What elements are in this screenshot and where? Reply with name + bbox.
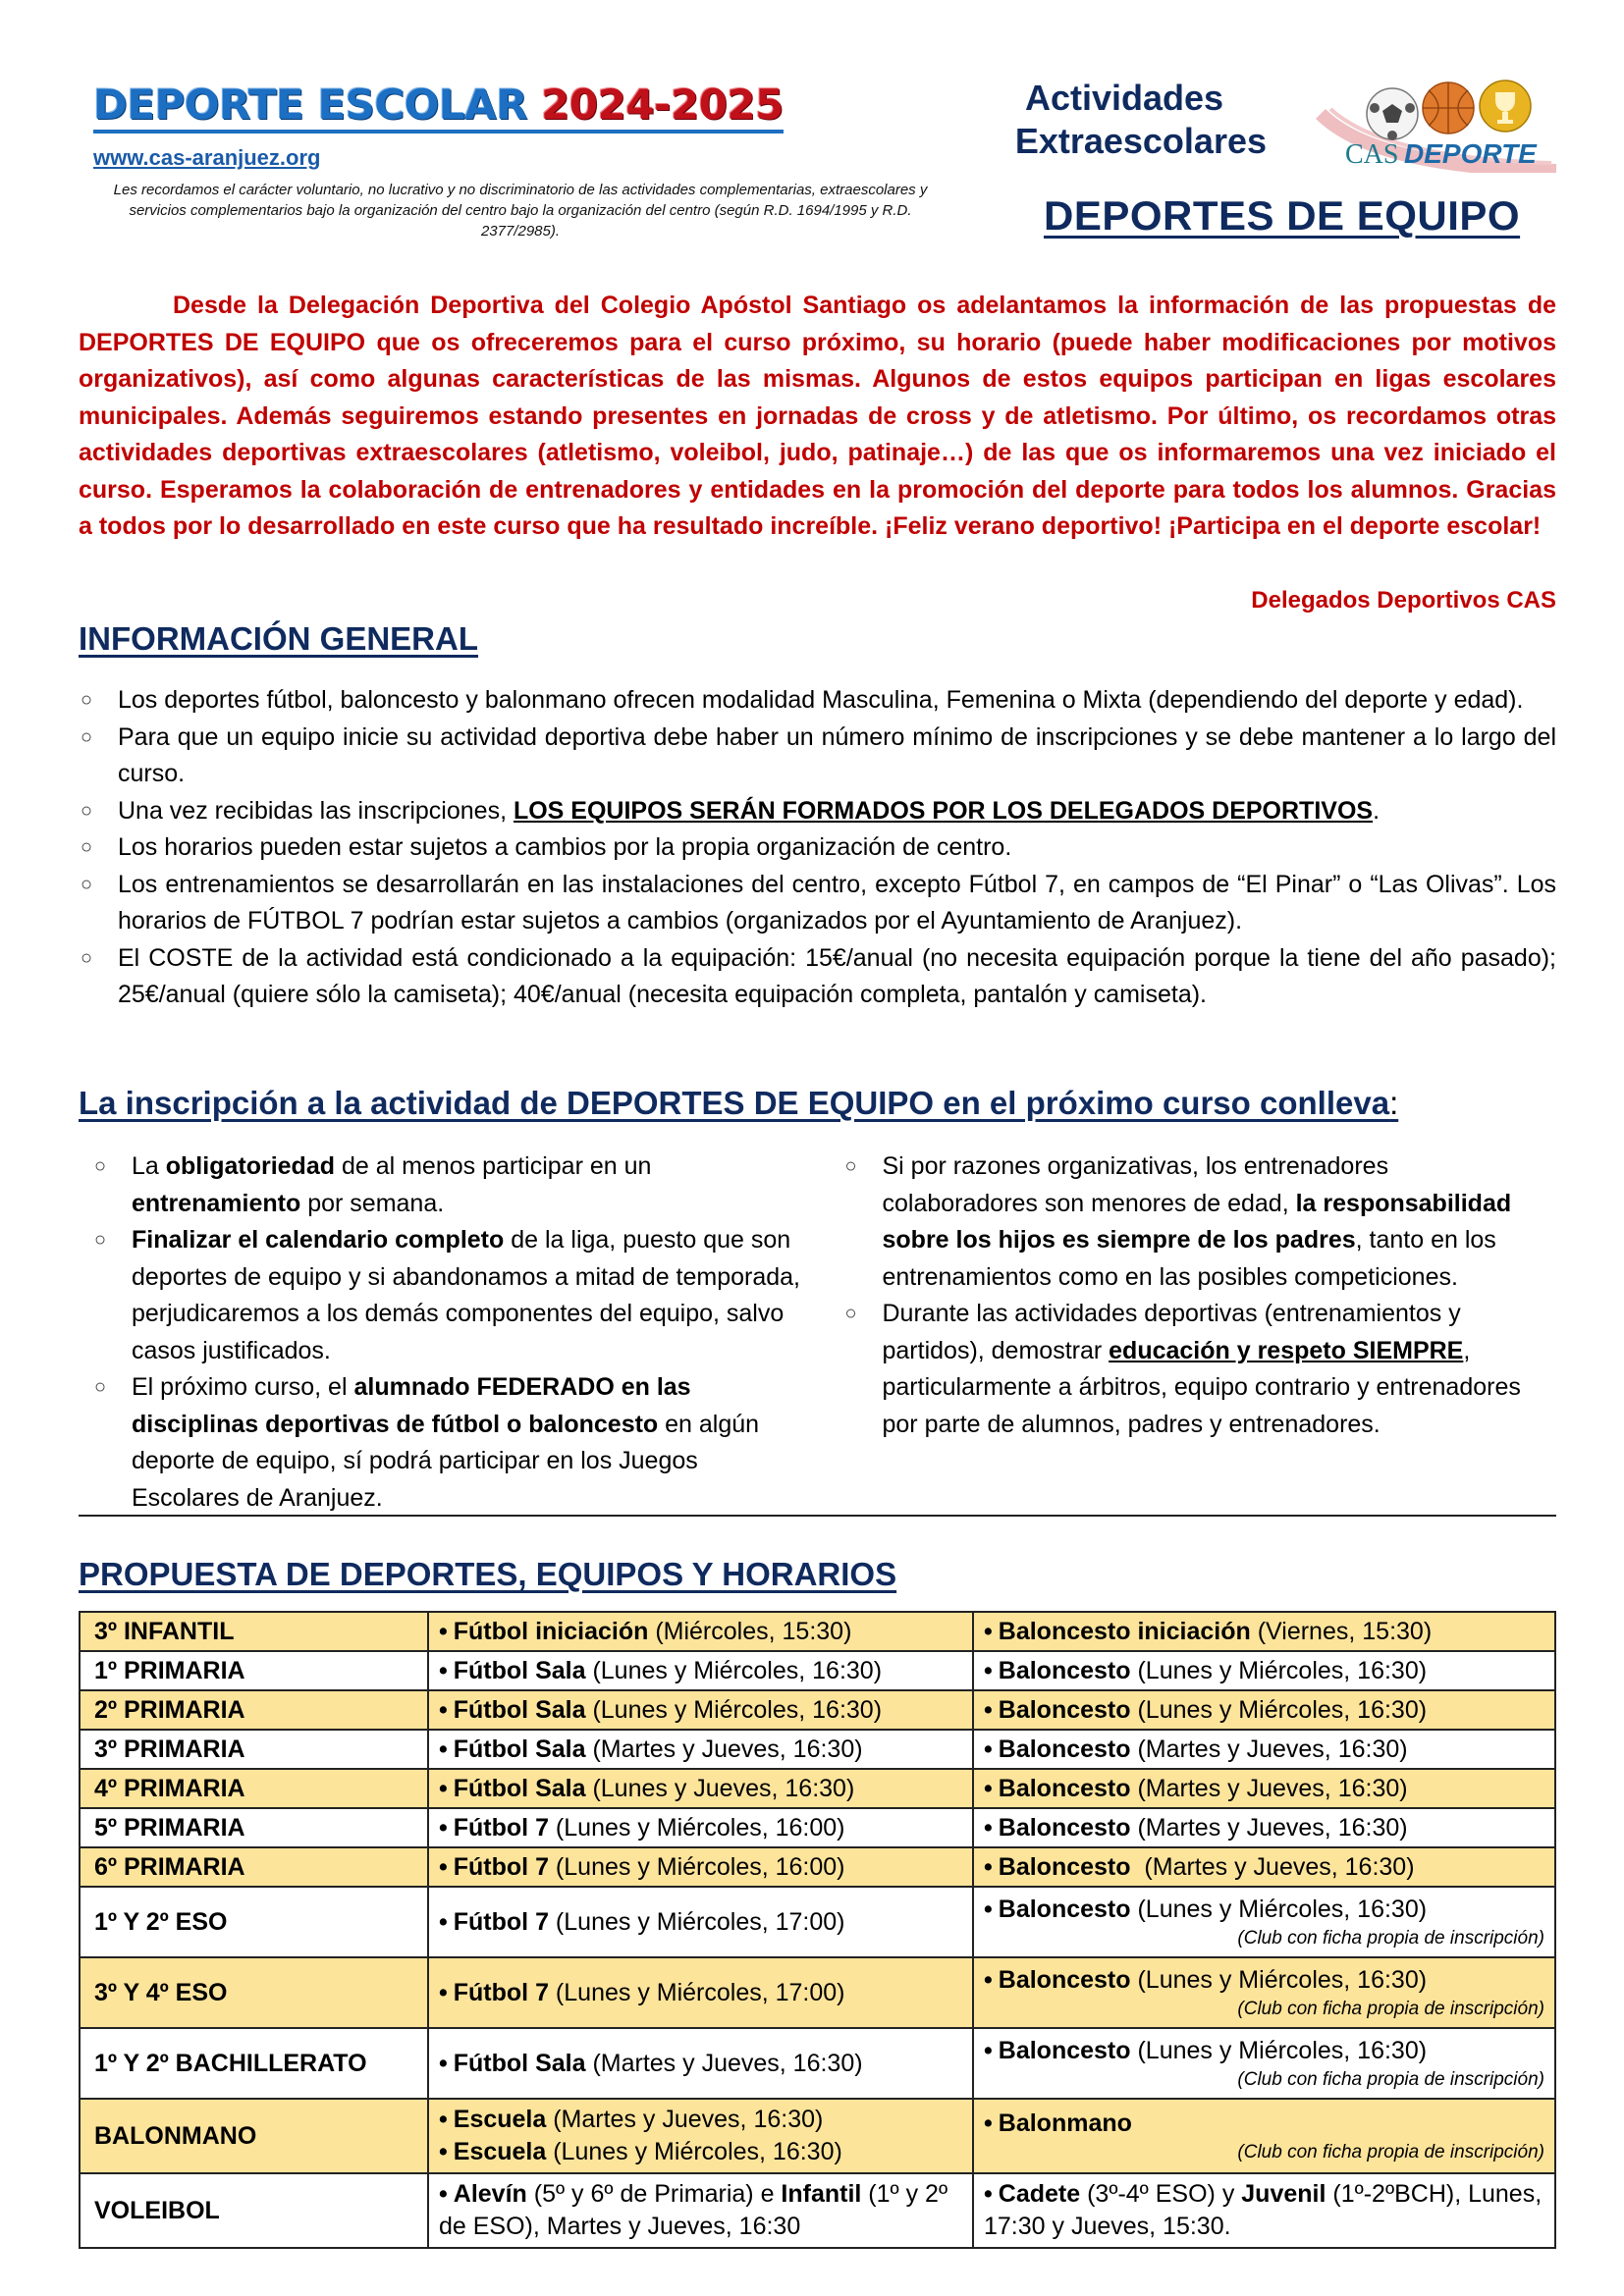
table-row: VOLEIBOL • Alevín (5º y 6º de Primaria) e Infantil (1º y 2º de ESO), Martes y Jueves, 16:30 • Cadete (3º-4º ESO) y Juvenil (1º-2ºBCH), Lunes, 17:30 y Jueves, 15:30. xyxy=(80,2173,1555,2248)
document-title xyxy=(93,80,784,133)
bullet-dot-icon: • xyxy=(984,1735,993,1763)
bullet-dot-icon: • xyxy=(439,1978,448,2006)
circle-bullet-icon: ○ xyxy=(94,1155,107,1177)
table-row: 3º Y 4º ESO • Fútbol 7 (Lunes y Miércoles, 17:00) • Baloncesto (Lunes y Miércoles, 16:30) (Club con ficha propia de inscripción) xyxy=(80,1957,1555,2028)
schedule-heading: PROPUESTA DE DEPORTES, EQUIPOS Y HORARIOS xyxy=(79,1556,897,1592)
bullet-dot-icon: • xyxy=(439,1774,448,1802)
general-info-list xyxy=(79,682,1556,1014)
bullet-dot-icon: • xyxy=(439,1735,448,1763)
table-row: 4º PRIMARIA • Fútbol Sala (Lunes y Jueves, 16:30) • Baloncesto (Martes y Jueves, 16:30) xyxy=(80,1769,1555,1808)
list-item: ○ Para que un equipo inicie su actividad deportiva debe haber un número mínimo de inscripciones y se debe mantener a lo largo del curso. xyxy=(79,720,1556,793)
list-item: ○ Los horarios pueden estar sujetos a cambios por la propia organización de centro. xyxy=(79,829,1556,867)
circle-bullet-icon: ○ xyxy=(844,1155,857,1177)
circle-bullet-icon: ○ xyxy=(81,725,93,748)
title-main: DEPORTE ESCOLAR xyxy=(93,80,528,129)
list-item: ○ La obligatoriedad de al menos participar en un entrenamiento por semana. xyxy=(92,1148,818,1222)
bullet-dot-icon: • xyxy=(984,1656,993,1684)
bullet-dot-icon: • xyxy=(439,1852,448,1881)
circle-bullet-icon: ○ xyxy=(81,946,93,969)
bullet-dot-icon: • xyxy=(984,2109,993,2137)
bullet-dot-icon: • xyxy=(984,1617,993,1645)
circle-bullet-icon: ○ xyxy=(81,836,93,858)
title-year: 2024-2025 xyxy=(541,80,784,129)
bullet-dot-icon: • xyxy=(984,1965,993,1994)
logo-cas-text: CAS xyxy=(1345,139,1399,170)
bullet-dot-icon: • xyxy=(439,1907,448,1936)
inscription-columns xyxy=(79,1148,1556,1517)
club-note: (Club con ficha propia de inscripción) xyxy=(1237,2068,1544,2090)
bullet-dot-icon: • xyxy=(439,1695,448,1724)
table-row: 1º Y 2º BACHILLERATO • Fútbol Sala (Martes y Jueves, 16:30) • Baloncesto (Lunes y Miércoles, 16:30) (Club con ficha propia de inscripción) xyxy=(80,2028,1555,2099)
bullet-dot-icon: • xyxy=(439,2180,448,2208)
schedule-table xyxy=(79,1611,1556,2249)
table-row: 6º PRIMARIA • Fútbol 7 (Lunes y Miércoles, 16:00) • Baloncesto (Martes y Jueves, 16:30) xyxy=(80,1847,1555,1887)
bullet-dot-icon: • xyxy=(984,1813,993,1842)
table-row: BALONMANO • Escuela (Martes y Jueves, 16:30) • Escuela (Lunes y Miércoles, 16:30) • Balonmano (Club con ficha propia de inscripción) xyxy=(80,2099,1555,2173)
intro-paragraph xyxy=(79,288,1556,546)
bullet-dot-icon: • xyxy=(984,1695,993,1724)
bullet-dot-icon: • xyxy=(439,2106,448,2133)
logo-deporte-text: DEPORTE xyxy=(1404,138,1537,169)
soccer-ball-icon xyxy=(1367,88,1418,140)
activities-line-1: Actividades xyxy=(1024,78,1224,118)
section-title: DEPORTES DE EQUIPO xyxy=(1044,192,1521,239)
bullet-dot-icon: • xyxy=(984,1895,993,1923)
cas-deporte-logo xyxy=(1316,75,1561,173)
table-row: 5º PRIMARIA • Fútbol 7 (Lunes y Miércoles, 16:00) • Baloncesto (Martes y Jueves, 16:30) xyxy=(80,1808,1555,1847)
circle-bullet-icon: ○ xyxy=(94,1229,107,1251)
inscription-heading: La inscripción a la actividad de DEPORTES DE EQUIPO en el próximo curso conlleva: xyxy=(79,1085,1399,1121)
legal-note: Les recordamos el carácter voluntario, no lucrativo y no discriminatorio de las actividades complementarias, extraescolares y servicios complementarios bajo la organización del centro bajo la organización del centro (según R.D. 1694/1995 y R.D. 2377/2985). xyxy=(113,182,928,240)
teams-formed-emphasis: LOS EQUIPOS SERÁN FORMADOS POR LOS DELEGADOS DEPORTIVOS xyxy=(513,796,1374,825)
signature: Delegados Deportivos CAS xyxy=(1251,587,1556,614)
bullet-dot-icon: • xyxy=(439,1617,448,1645)
list-item: ○ Si por razones organizativas, los entrenadores colaboradores son menores de edad, la responsabilidad sobre los hijos es siempre de los padres, tanto en los entrenamientos como en las posibles competiciones. xyxy=(843,1148,1557,1296)
website-link[interactable]: www.cas-aranjuez.org xyxy=(93,145,321,170)
list-item: ○ Los entrenamientos se desarrollarán en las instalaciones del centro, excepto Fútbol 7, en campos de “El Pinar” o “Las Olivas”. Los horarios de FÚTBOL 7 podrían estar sujetos a cambios (organizados por el Ayuntamiento de Aranjuez). xyxy=(79,867,1556,940)
general-info-heading: INFORMACIÓN GENERAL xyxy=(79,620,478,657)
table-row: 1º Y 2º ESO • Fútbol 7 (Lunes y Miércoles, 17:00) • Baloncesto (Lunes y Miércoles, 16:30) (Club con ficha propia de inscripción) xyxy=(80,1887,1555,1957)
bullet-dot-icon: • xyxy=(984,2036,993,2064)
intro-text: Desde la Delegación Deportiva del Colegio Apóstol Santiago os adelantamos la información de las propuestas de DEPORTES DE EQUIPO que os ofreceremos para el curso próximo, su horario (puede haber modificaciones por motivos organizativos), así como algunas características de las mismas. Algunos de estos equipos participan en ligas escolares municipales. Además seguiremos estando presentes en jornadas de cross y de atletismo. Por último, os recordamos otras actividades deportivas extraescolares (atletismo, voleibol, judo, patinaje…) de las que os informaremos una vez iniciado el curso. Esperamos la colaboración de entrenadores y entidades en la promoción del deporte para todos los alumnos. Gracias a todos por lo desarrollado en este curso que ha resultado increíble. ¡Feliz verano deportivo! ¡Participa en el deporte escolar! xyxy=(79,292,1556,540)
circle-bullet-icon: ○ xyxy=(81,873,93,895)
bullet-dot-icon: • xyxy=(439,1813,448,1842)
table-row: 3º INFANTIL • Fútbol iniciación (Miércoles, 15:30) • Baloncesto iniciación (Viernes, 15:30) xyxy=(80,1612,1555,1651)
bullet-dot-icon: • xyxy=(984,1852,993,1881)
circle-bullet-icon: ○ xyxy=(81,799,93,822)
club-note: (Club con ficha propia de inscripción) xyxy=(1237,2141,1544,2163)
table-row: 1º PRIMARIA • Fútbol Sala (Lunes y Miércoles, 16:30) • Baloncesto (Lunes y Miércoles, 16:30) xyxy=(80,1651,1555,1690)
table-row: 3º PRIMARIA • Fútbol Sala (Martes y Jueves, 16:30) • Baloncesto (Martes y Jueves, 16:30) xyxy=(80,1730,1555,1769)
circle-bullet-icon: ○ xyxy=(81,689,93,711)
table-row: 2º PRIMARIA • Fútbol Sala (Lunes y Miércoles, 16:30) • Baloncesto (Lunes y Miércoles, 16:30) xyxy=(80,1690,1555,1730)
activities-label xyxy=(982,77,1267,163)
club-note: (Club con ficha propia de inscripción) xyxy=(1237,1927,1544,1949)
inscription-left-list xyxy=(79,1148,818,1515)
list-item: ○ Una vez recibidas las inscripciones, LOS EQUIPOS SERÁN FORMADOS POR LOS DELEGADOS DEPORTIVOS. xyxy=(79,793,1556,830)
bullet-dot-icon: • xyxy=(984,1774,993,1802)
list-item: ○ Finalizar el calendario completo de la liga, puesto que son deportes de equipo y si abandonamos a mitad de temporada, perjudicaremos a los demás componentes del equipo, salvo casos justificados. xyxy=(92,1222,818,1369)
list-item: ○ Los deportes fútbol, baloncesto y balonmano ofrecen modalidad Masculina, Femenina o Mixta (dependiendo del deporte y edad). xyxy=(79,682,1556,720)
bullet-dot-icon: • xyxy=(439,2049,448,2077)
circle-bullet-icon: ○ xyxy=(94,1376,107,1398)
bullet-dot-icon: • xyxy=(439,1656,448,1684)
basketball-icon xyxy=(1423,82,1474,133)
list-item: ○ El próximo curso, el alumnado FEDERADO en las disciplinas deportivas de fútbol o baloncesto en algún deporte de equipo, sí podrá participar en los Juegos Escolares de Aranjuez. xyxy=(92,1369,818,1517)
bullet-dot-icon: • xyxy=(984,2180,993,2208)
trophy-medal-icon xyxy=(1480,80,1531,132)
bullet-dot-icon: • xyxy=(439,2138,448,2165)
club-note: (Club con ficha propia de inscripción) xyxy=(1237,1998,1544,2019)
list-item: ○ Durante las actividades deportivas (entrenamientos y partidos), demostrar educación y respeto SIEMPRE, particularmente a árbitros, equipo contrario y entrenadores por parte de alumnos, padres y entrenadores. xyxy=(843,1296,1557,1443)
circle-bullet-icon: ○ xyxy=(844,1303,857,1324)
activities-line-2: Extraescolares xyxy=(1014,121,1267,161)
list-item: ○ El COSTE de la actividad está condicionado a la equipación: 15€/anual (no necesita equipación porque la tiene del año pasado); 25€/anual (quiere sólo la camiseta); 40€/anual (necesita equipación completa, pantalón y camiseta). xyxy=(79,940,1556,1014)
inscription-right-list xyxy=(818,1148,1557,1515)
